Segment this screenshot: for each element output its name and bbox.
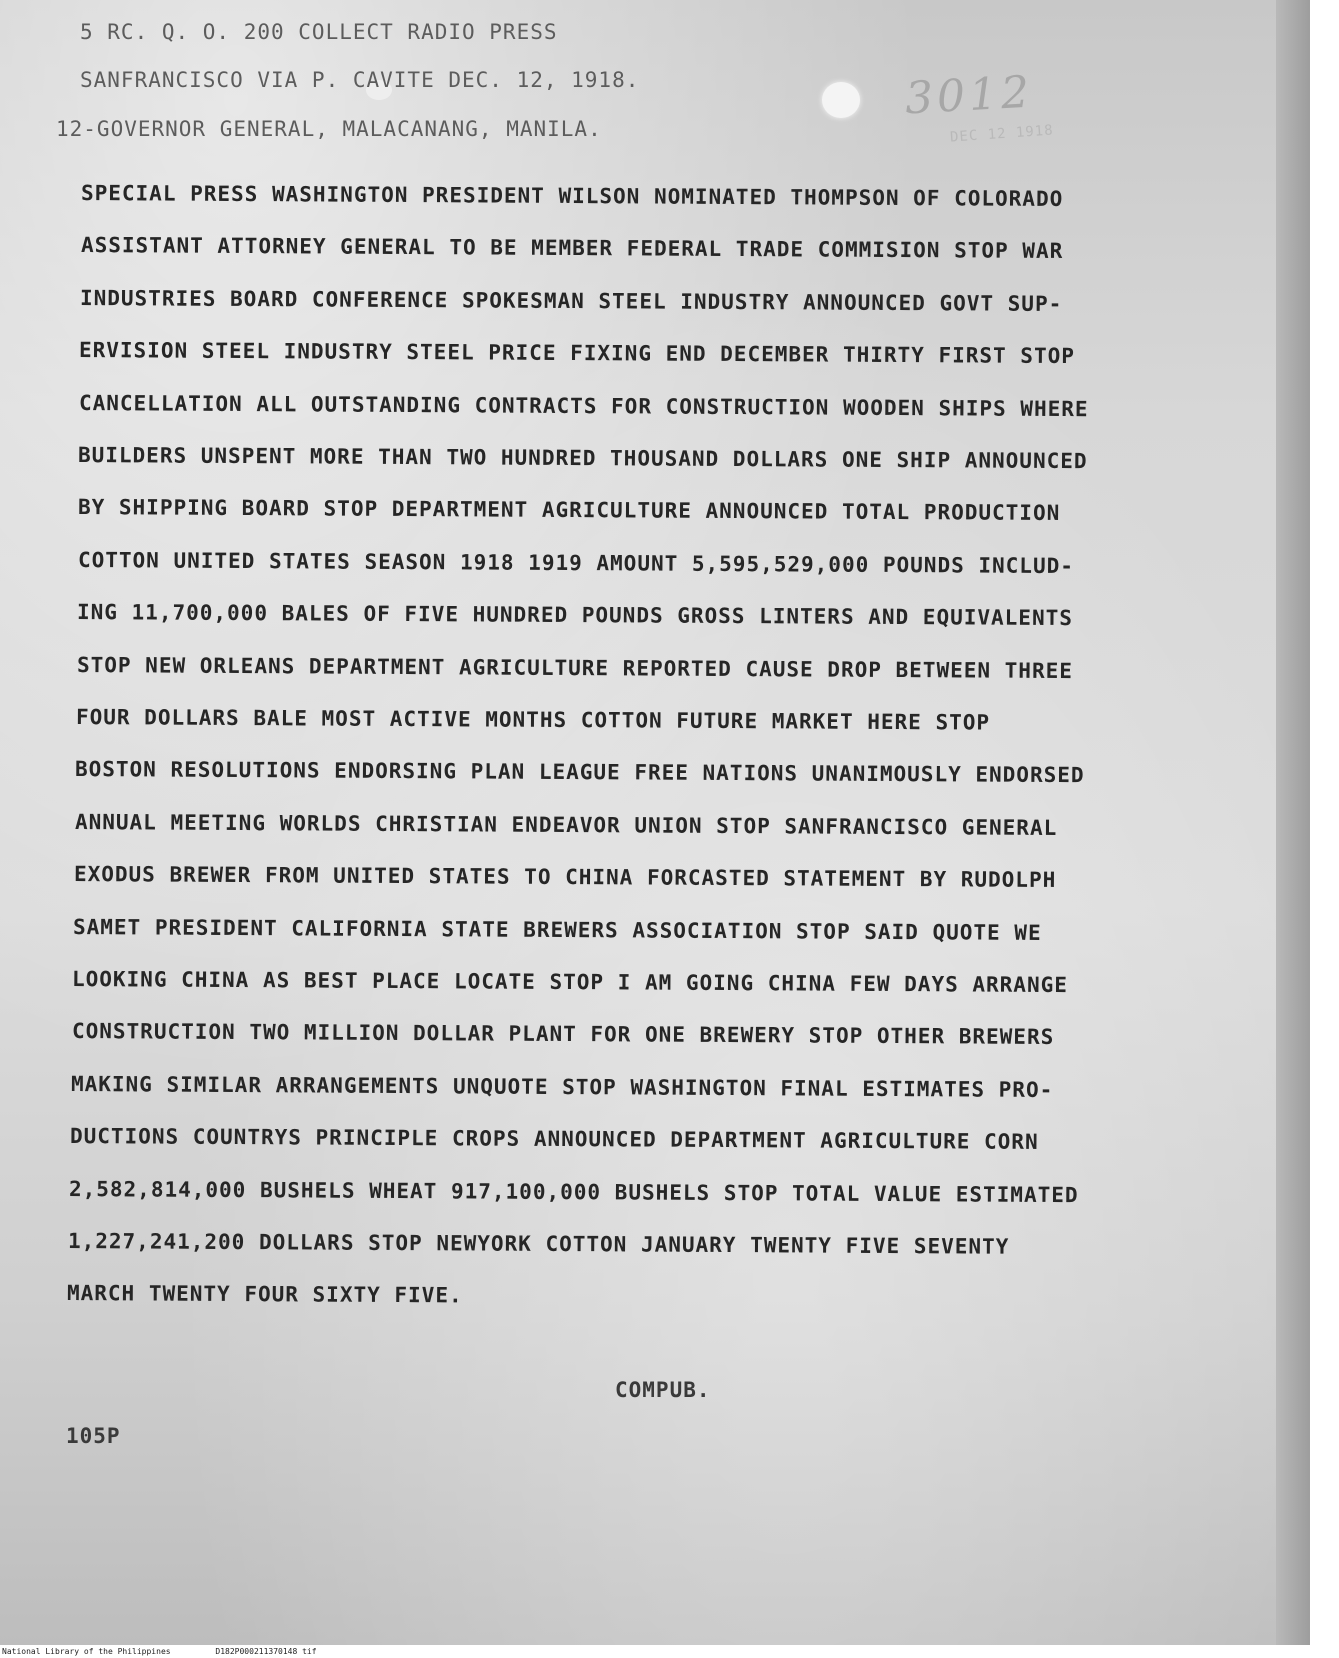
message-line: COTTON UNITED STATES SEASON 1918 1919 AMOUNT 5,595,529,000 POUNDS INCLUD- [77,547,1075,578]
file-id: D182P000211370148 tif [215,1647,317,1656]
message-line: CONSTRUCTION TWO MILLION DOLLAR PLANT FOR ONE BREWERY STOP OTHER BREWERS [71,1019,1055,1050]
message-line: INDUSTRIES BOARD CONFERENCE SPOKESMAN STEEL INDUSTRY ANNOUNCED GOVT SUP- [79,285,1063,316]
message-line: LOOKING CHINA AS BEST PLACE LOCATE STOP I AM GOING CHINA FEW DAYS ARRANGE [71,967,1069,998]
message-line: SAMET PRESIDENT CALIFORNIA STATE BREWERS ASSOCIATION STOP SAID QUOTE WE [72,914,1042,945]
message-line: MARCH TWENTY FOUR SIXTY FIVE. [66,1281,463,1308]
message-line: ASSISTANT ATTORNEY GENERAL TO BE MEMBER FEDERAL TRADE COMMISION STOP WAR [80,233,1064,264]
message-line: CANCELLATION ALL OUTSTANDING CONTRACTS FOR CONSTRUCTION WOODEN SHIPS WHERE [78,390,1089,421]
signature: COMPUB. [615,1378,711,1402]
header-line-2: SANFRANCISCO VIA P. CAVITE DEC. 12, 1918. [80,68,640,92]
message-line: 2,582,814,000 BUSHELS WHEAT 917,100,000 BUSHELS STOP TOTAL VALUE ESTIMATED [68,1176,1079,1207]
message-line: BY SHIPPING BOARD STOP DEPARTMENT AGRICULTURE ANNOUNCED TOTAL PRODUCTION [77,495,1061,526]
message-line: BOSTON RESOLUTIONS ENDORSING PLAN LEAGUE FREE NATIONS UNANIMOUSLY ENDORSED [74,757,1085,788]
archive-caption [0,1645,1339,1658]
received-stamp: DEC 12 1918 [949,122,1055,146]
punch-hole [822,82,860,118]
message-line: STOP NEW ORLEANS DEPARTMENT AGRICULTURE REPORTED CAUSE DROP BETWEEN THREE [76,652,1074,683]
message-line: 1,227,241,200 DOLLARS STOP NEWYORK COTTON JANUARY TWENTY FIVE SEVENTY [67,1229,1010,1259]
header-line-3: 12-GOVERNOR GENERAL, MALACANANG, MANILA. [56,117,602,141]
header-line-1: 5 RC. Q. O. 200 COLLECT RADIO PRESS [80,20,558,44]
handwritten-number: 3012 [903,66,1035,125]
message-line: EXODUS BREWER FROM UNITED STATES TO CHINA FORCASTED STATEMENT BY RUDOLPH [73,862,1057,893]
library-name: National Library of the Philippines [2,1647,171,1656]
message-line: ING 11,700,000 BALES OF FIVE HUNDRED POUNDS GROSS LINTERS AND EQUIVALENTS [76,600,1074,631]
message-line: BUILDERS UNSPENT MORE THAN TWO HUNDRED THOUSAND DOLLARS ONE SHIP ANNOUNCED [77,443,1088,474]
message-line: DUCTIONS COUNTRYS PRINCIPLE CROPS ANNOUNCED DEPARTMENT AGRICULTURE CORN [69,1124,1039,1155]
message-line: ANNUAL MEETING WORLDS CHRISTIAN ENDEAVOR UNION STOP SANFRANCISCO GENERAL [74,809,1058,840]
message-line: ERVISION STEEL INDUSTRY STEEL PRICE FIXING END DECEMBER THIRTY FIRST STOP [78,338,1076,369]
message-line: FOUR DOLLARS BALE MOST ACTIVE MONTHS COTTON FUTURE MARKET HERE STOP [75,705,991,735]
message-line: MAKING SIMILAR ARRANGEMENTS UNQUOTE STOP WASHINGTON FINAL ESTIMATES PRO- [70,1071,1054,1102]
scan-edge-shadow [1276,0,1310,1645]
message-line: SPECIAL PRESS WASHINGTON PRESIDENT WILSON NOMINATED THOMPSON OF COLORADO [80,181,1064,212]
time-code: 105P [66,1424,121,1448]
